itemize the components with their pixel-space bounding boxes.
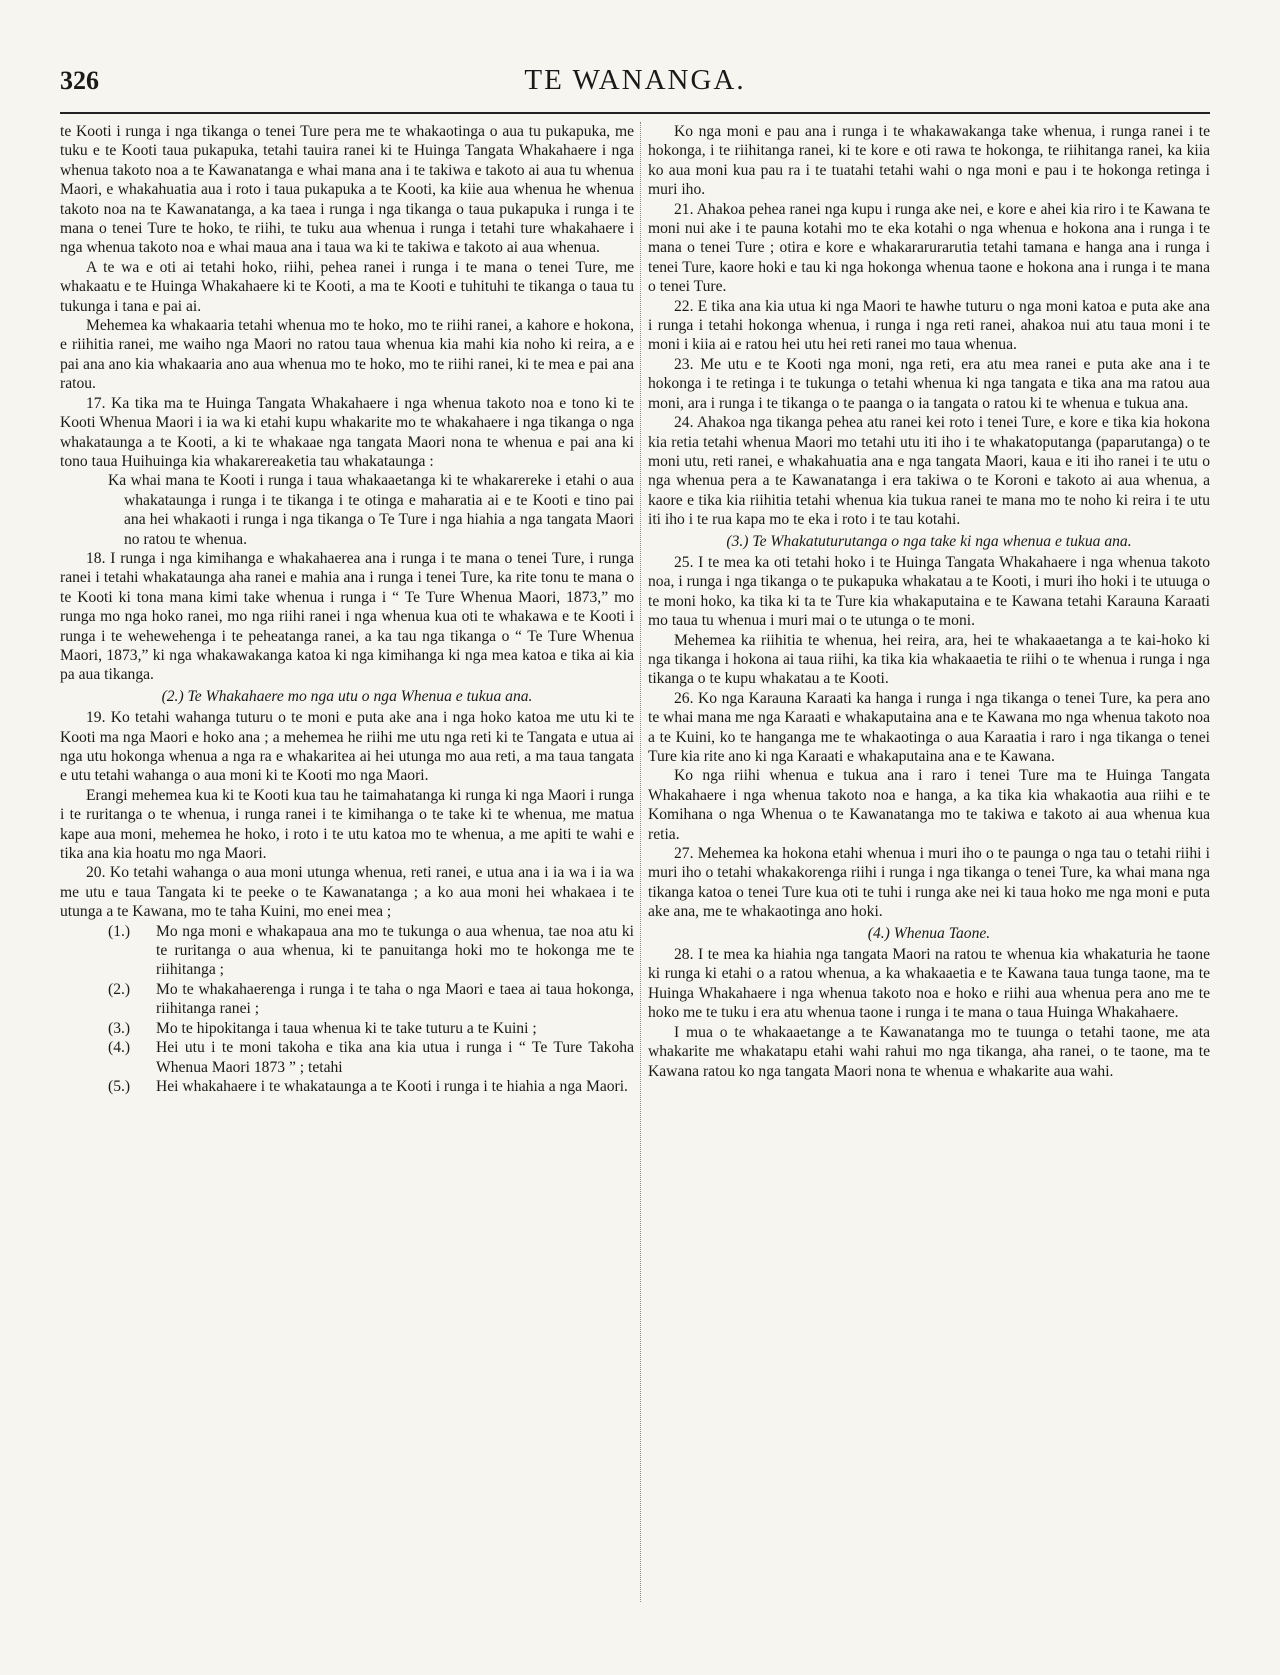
list-item [108,1038,634,1077]
paragraph: Ko nga moni e pau ana i runga i te whakawakanga take whenua, i runga ranei i te hokonga, i te riihitanga ranei, ki te kore e oti rawa te hokonga, te riihitanga ranei, ka kiia ko aua moni kua pau ra i te tuatahi tetahi wahi o nga moni e pau i te hokonga retinga i muri iho. [648,123,1210,199]
section-25: 25. I te mea ka oti tetahi hoko i te Huinga Tangata Whakahaere i nga whenua takoto noa, i runga i nga tikanga o te pukapuka whakatau a te Kooti, i muri iho hoki i te utuuga o te moni hoko, ka tika ki ta te Ture kia whakaputaina e te Kawana tetahi Karauna Karaati mo taua tu whenua i muri mai o te utunga o te moni. [648,553,1210,630]
list-number: (4.) [108,1039,131,1057]
page-header [60,62,1210,102]
page-number: 326 [60,66,99,95]
section-17: 17. Ka tika ma te Huinga Tangata Whakahaere i nga whenua takoto noa e tono ki te Kooti Whenua Maori i ia wa ki etahi kupu whakarite mo te whakahaere i nga tikanga o nga whakataunga a te Kooti, a ki te whakaae nga tangata Maori nona te whenua e pai ana ki tono taua Huihuinga kia whakarereaketia tau whakataunga : [60,394,634,470]
section-26: 26. Ko nga Karauna Karaati ka hanga i runga i nga tikanga o tenei Ture, ka pera ano te whai mana me nga Karaati e whakaputaina ana e te Kawana mo nga whenua takoto noa a te Kuini, ko te hanganga me te whakaotinga o aua Karaatia i raro i nga tikanga o tenei Ture kia rite ano ki nga Karaati e whakaputaina ana e te Kawana. [648,689,1210,765]
right-column [648,122,1210,1081]
paragraph: Ko nga riihi whenua e tukua ana i raro i tenei Ture ma te Huinga Tangata Whakahaere i nga whenua takoto noa e hanga, a ka tika kia whakaotia aua riihi e te Komihana o nga Whenua o te Kawanatanga mo te takiwa e takoto ai aua whenua kua retia. [648,767,1210,843]
section-27: 27. Mehemea ka hokona etahi whenua i muri iho o te paunga o nga tau o tetahi riihi i muri iho o tetahi whakakorenga riihi i runga i nga tikanga o tenei Ture, ka whai mana nga tikanga katoa o tenei Ture kua oti te tuhi i runga ake nei ki taua hoko me nga moni e puta ake ana, me te whakaotinga ano hoki. [648,845,1210,921]
list-text: Mo te hipokitanga i taua whenua ki te take tuturu a te Kuini ; [156,1019,537,1037]
list-number: (3.) [108,1019,131,1037]
paragraph: I mua o te whakaaetange a te Kawanatanga mo te tuunga o tetahi taone, me ata whakarite me whakatapu etahi wahi rahui mo nga tikanga, aha ranei, o te taone, ma te Kawana ratou ko nga tangata Maori nona te whenua e whakarite aua wahi. [648,1023,1210,1080]
proviso-quote: Ka whai mana te Kooti i runga i taua whakaaetanga ki te whakarereke i etahi o aua whakataunga i runga i te tikanga i te otinga e maharatia ai e te Kooti e tino pai ana hei whakaoti i runga i nga tikanga o Te Ture i nga hiahia a nga tangata Maori no ratou te whenua. [108,472,634,548]
paragraph: A te wa e oti ai tetahi hoko, riihi, pehea ranei i runga i te mana o tenei Ture, me whakaatu e te Huinga Whakahaere ki te Kooti, a ma te Kooti e tuhituhi te tikanga o taua tu tukunga i tana e pai ai. [60,258,634,315]
subheading-3: (3.) Te Whakatuturutanga o nga take ki nga whenua e tukua ana. [726,532,1132,550]
list-text: Mo te whakahaerenga i runga i te taha o nga Maori e taea ai taua hokonga, riihitanga ranei ; [156,980,634,1018]
list-number: (2.) [108,980,131,998]
list-text: Hei whakahaere i te whakataunga a te Kooti i runga i te hiahia a nga Maori. [156,1077,628,1095]
list-text: Hei utu i te moni takoha e tika ana kia utua i runga i “ Te Ture Takoha Whenua Maori 1873 ” ; tetahi [156,1039,634,1076]
subheading-4: (4.) Whenua Taone. [867,924,991,942]
list-item [108,1019,634,1038]
section-24: 24. Ahakoa nga tikanga pehea atu ranei kei roto i tenei Ture, e kore e tika kia hokona kia retia tetahi whenua Maori mo tetahi utu iti iho i te whakatoputanga (paparutanga) o te moni utu, reti ranei, e whakahuatia ana e nga tangata Maori, kaua e iti iho ranei i te utu o nga whenua pera a te Kawanatanga i era takiwa o te Koroni e takoto ai aua whenua, a kaore e tika kia riihitia tetahi whenua kia tukua ranei te mana mo te noho ki reira i te utu iti iho i te rua kapa mo te eka i roto i te tau kotahi. [648,414,1210,529]
column-divider [640,122,642,1602]
header-rule [60,112,1210,114]
list-number: (5.) [108,1077,131,1095]
section-23: 23. Me utu e te Kooti nga moni, nga reti, era atu mea ranei e puta ake ana i te hokonga i te retinga i te tukunga o tetahi whenua ki nga tangata e tika ana ma ratou aua moni, ara i runga i te tikanga o te paanga o ia tangata o ratou ki te whenua e tukua ana. [648,355,1210,412]
section-21: 21. Ahakoa pehea ranei nga kupu i runga ake nei, e kore e ahei kia riro i te Kawana te moni nui ake i te pauna kotahi mo te eka kotahi o nga whenua e hokona ana i runga i te mana o tenei Ture ; otira e kore e whakararurarutia tetahi tamana e hanga ana i runga i tenei Ture, kaore hoki e tau ki nga hokonga whenua taone e hokona ana i runga i te mana o tenei Ture. [648,200,1210,296]
list-item [108,1077,634,1096]
section-22: 22. E tika ana kia utua ki nga Maori te hawhe tuturu o nga moni katoa e puta ake ana i runga i tetahi hokonga whenua, i runga i nga reti ranei, ahakoa nui atu taua moni i te moni i kiia ai e ratou hei utu hei reti ranei mo taua whenua. [648,297,1210,354]
paragraph: Mehemea ka whakaaria tetahi whenua mo te hoko, mo te riihi ranei, a kahore e hokona, e riihitia ranei, me waiho nga Maori no ratou taua whenua kia mahi kia noho ki reira, a e pai ana ano kia whakaaria ano aua whenua mo te hoko, mo te riihi ranei, ki te mea e pai ana ratou. [60,317,634,393]
running-title: TE WANANGA. [524,64,746,96]
left-column [60,122,634,1096]
paragraph: Erangi mehemea kua ki te Kooti kua tau he taimahatanga ki runga ki nga Maori i runga i te ruritanga o te whenua, i runga ranei i te kimihanga o te take ki te whenua, me matua kape aua moni, mehemea he hoko, i roto i te utu katoa mo te whenua, a me apiti te wahi e tika ana kia hoatu mo nga Maori. [60,786,634,863]
section-20: 20. Ko tetahi wahanga o aua moni utunga whenua, reti ranei, e utua ana i ia wa i ia wa me utu e taua Tangata ki te peeke o te Kawanatanga ; a ko aua moni hei whakaea i te utunga a te Kawana, mo te taha Kuini, mo enei mea ; [60,864,634,921]
list-number: (1.) [108,922,131,940]
list-text: Mo nga moni e whakapaua ana mo te tukunga o aua whenua, tae noa atu ki te ruritanga o aua whenua, ki te panuitanga hoki mo te hokonga me te riihitanga ; [156,922,634,979]
section-18: 18. I runga i nga kimihanga e whakahaerea ana i runga i te mana o tenei Ture, i runga ranei i tetahi whakataunga aha ranei e mahia ana i runga i tenei Ture, ka rite tonu te mana o te Kooti ki tona mana kimi take whenua i runga i “ Te Ture Whenua Maori, 1873,” mo runga mo nga hoko ranei, mo nga riihi ranei i nga whenua kua oti te whakawa e te Kooti i runga i te wehewehenga i te peheatanga ranei, a ka tau nga tikanga o “ Te Ture Whenua Maori, 1873,” ki nga whakawakanga katoa ki nga kimihanga ki nga mea katoa e tika ai kia pa aua tikanga. [60,549,634,684]
subheading-2: (2.) Te Whakahaere mo nga utu o nga Whenua e tukua ana. [161,687,533,705]
list-item [108,922,634,980]
section-28: 28. I te mea ka hiahia nga tangata Maori na ratou te whenua kia whakaturia he taone ki runga ki etahi o a ratou whenua, a ka whakaaetia e te Kawana taua tunga taone, ma te Huinga Whakahaere i nga whenua takoto noa e hoko e riihi aua whenua pera ano me te hoko me te tuku i era atu whenua taone i runga i te mana o taua Huinga Whakahaere. [648,946,1210,1022]
paragraph: Mehemea ka riihitia te whenua, hei reira, ara, hei te whakaaetanga a te kai-hoko ki nga tikanga i hokona ai taua riihi, ka tika kia whakaaetia te riihi o te whenua i runga i nga tikanga o te kupu whakatau a te Kooti. [648,631,1210,688]
list-item [108,980,634,1019]
section-19: 19. Ko tetahi wahanga tuturu o te moni e puta ake ana i nga hoko katoa me utu ki te Kooti ma nga Maori e hoko ana ; a mehemea he riihi me utu nga reti ki te Tangata e utua ai nga utu hokonga whenua a nga ra e whakaritea ai hei utunga mo aua reti, a ma taua tangata e utu tetahi wahanga o aua moni ki te Kooti mo nga Maori. [60,709,634,785]
paragraph: te Kooti i runga i nga tikanga o tenei Ture pera me te whakaotinga o aua tu pukapuka, me tuku e te Kooti taua pukapuka, tetahi tauira ranei ki te Huinga Tangata Whakahaere i nga whenua takoto noa a te Kawanatanga e whai mana ana i te takiwa e takoto ai aua tu whenua Maori, e whakahuatia aua i roto i taua pukapuka a te Kooti, ka kiie aua whenua he whenua takoto noa na te Kawanatanga, a ka taea i runga i nga tikanga o taua pukapuka i runga i te mana o tenei Ture te hoko, te riihi, te tuku aua whenua i runga i tetahi ture whakahaere i nga whenua takoto noa e whai maua ana i taua wa ki te takiwa e takoto ai aua whenua. [60,123,634,257]
